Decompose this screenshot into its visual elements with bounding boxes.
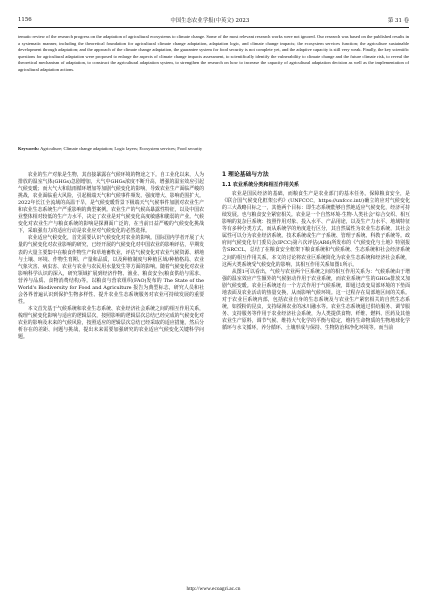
volume-label: 第 31 卷 — [387, 18, 409, 24]
header-rule — [18, 27, 409, 28]
running-header — [18, 14, 409, 26]
abstract-text: tematic review of the research progress on the adaptation of agricultural ecosystems to climate change. Some of the most relevant research works were not ignored. Our research was based on the published results in a systematic manner, including the theoretical foundation for agricultural climate change adaptation, adaptation logic, and climate change impacts; the ecosystem services function; the agriculture sustainable development through adaptation; and the approach of the climate change adaptation, the guarantee system for food security is not complete yet, and the adaptive capacity is still very weak. Finally, the key scientific questions for agricultural adaptation were proposed to enlarge the aspects of climate change impacts assessment, to scientifically identify the vulnerability to climate change and the future climate risk, to reveal the theoretical mechanism of adaptation, to construct the agricultural adaptation system, to strengthen the research on how to increase the capacity of agricultural adaptation decision as well as the implementation of agricultural adaptation actions. — [18, 34, 409, 72]
keywords-label: Keywords: — [18, 146, 40, 151]
right-column — [222, 172, 410, 332]
paragraph: 农业是国民经济的基础，而粮食生产是农业部门的基本任务。保障粮食安全，是《联合国气候变化框架公约》(UNFCCC，https://unfccc.int/)确立的应对气候变化的三大战略目标之一，其他两个目标：即生态系统能够自然地适应气候变化，经济可持续发展。也与粮食安全紧密相关。农业是一个自然环境-生物-人类社会“综合交织、相互影响的复杂巨系统：按照作用对象、投入水平、产品用途，以及生产力水平、地域特征等有多种分类方式，而从系统学的角度进行区分，其自然属性为农业生态系统，其社会属性可以分为农业经济系统。技术系统或生产子系统、管理子系统、科教子系统等。政府间气候变化专门委员会(IPCC)第六次评估(AR6)所发布的《气候变化与土地》特别报告SRCCL，总结了在粮食安全框架下粮食系统和气候系统、生态系统和社会经济系统之间的相互作用关系。本文的讨论将农业巨系统简化为农业生态系统和经济社会系统，这两大类系统受气候变化的影响，其相互作用关系如图1所示。 — [222, 191, 410, 268]
paragraph: 本文首先基于气候系统和农业生态系统、农业经济社会系统之间的相互作用关系，梳理气候变化影响与适应的逻辑层次，按照影响的逻辑层次总结已经完成的气候变化对农业的影响及未来的气候风险，按照适应的逻辑层次总结已经采取的适应措施，然后分析存在的差距、问题与挑战，提出未来需要加强研究的农业适应气候变化关键科学问题。 — [18, 305, 204, 341]
paragraph: 农业适应气候变化，首先需要认识气候变化对农业的影响。国际国内学者开展了大量的气候变化对农业影响的研究，已经开展的气候变化对中国农业的影响评估，早期发表的大量主要集中在粮食作物生产和草地畜牧业，评估气候变化对农业气候资源、耕地与土壤、环境、作物生育期、产量和品质，以及种植制度与种植区域/种植格局、农业气象灾害、病虫害、农业与农业与农民用水量发生等方面的影响。随着气候变化对农业影响科学认识的深入，研究领域扩展到经济作物、渔业、粮食安全(粮食供给与需求、营养与品质、食物消费结构)等。以粮食与营农组织(FAO)发布的 The State of the World's Biodiversity for Food and Agriculture 报告为典型标志，研究人员和社会各界普遍认识到保护生物多样性、提升农业生态系统服务对农业可持续发展的重要性。 — [18, 235, 204, 305]
keywords-list: Agriculture; Climate change adaptation; Logic layers; Ecosystem services; Food security — [40, 146, 203, 151]
paragraph: 农业的生产对象是生物，其直接暴露在气候环境的物途之下。自工业化以来，人为排放的温室气体(GHGs)急剧增加，大气中GHGs浓度不断升高，增强的温室效应引起气候变暖；而大气大和陆雨循环增加等加剧气候变化的影响，导致农业生产面临严峻的挑战，农业面临重大风险，引起极端天气和气候事件频发、强度增大、影响范围扩大。2022年长江全流域的高温干旱，是气候变暖背景下极端天气气候事件加剧对农业生产和农业生态系统生产严重影响的典型案例。农业生产的气候高暴露性特征，以及中国农业整体相对较低的生产力水平，决定了农业是对气候变化高度敏感和脆弱的产业。气候变化对农业生产与粮食系统的影响是探测面广泛的，在当前日益严峻的气候变化挑战下，采取强有力的适应行动是农业应对气候变化的必然选择。 — [18, 172, 204, 235]
journal-title: 中国生态农业学报(中英文) 2023 — [170, 18, 250, 24]
footer-url[interactable]: http://www.ecoagri.ac.cn — [186, 586, 241, 592]
subsection-title: 1.1 农业系统分类和相互作用关系 — [222, 182, 300, 189]
left-column — [18, 172, 204, 341]
keywords-line — [18, 146, 409, 153]
paragraph: 从图1可以看出，气候与农业两个巨系统之间的相互作用关系为：气候系统由于增强的温室效应产生额外的气候驱动作用于农业系统，而农业系统产生的GHGs排放又加剧气候变暖。农业巨系统还有一个方式作用于气候系统，即通过改变局部环境的下垫面地表面及农业活动的热量交换，从而影响气候环境。这一过程存在局部地区间的关系。对于农业巨系统内部，包括农业自身的生态系统及与农业生产紧密相关的自然生态系统，如授粉的昆虫，支持绿洲农业的冰川融水等。农业生态系统通过供给服务、调节服务、支持服务等作用于农业经济社会系统，为人类提供食物、纤维、燃料、医药及其他农业生产原料，调节气候、维持大气化学的平衡与稳定，维持生命物质的生物地球化学循环与水文循环，养分循环、土壤形成与保持、生物防治和净化环境等。而当前 — [222, 268, 410, 331]
section-title: 1 理论基础与方法 — [222, 172, 269, 178]
page-number: 1156 — [18, 17, 32, 23]
